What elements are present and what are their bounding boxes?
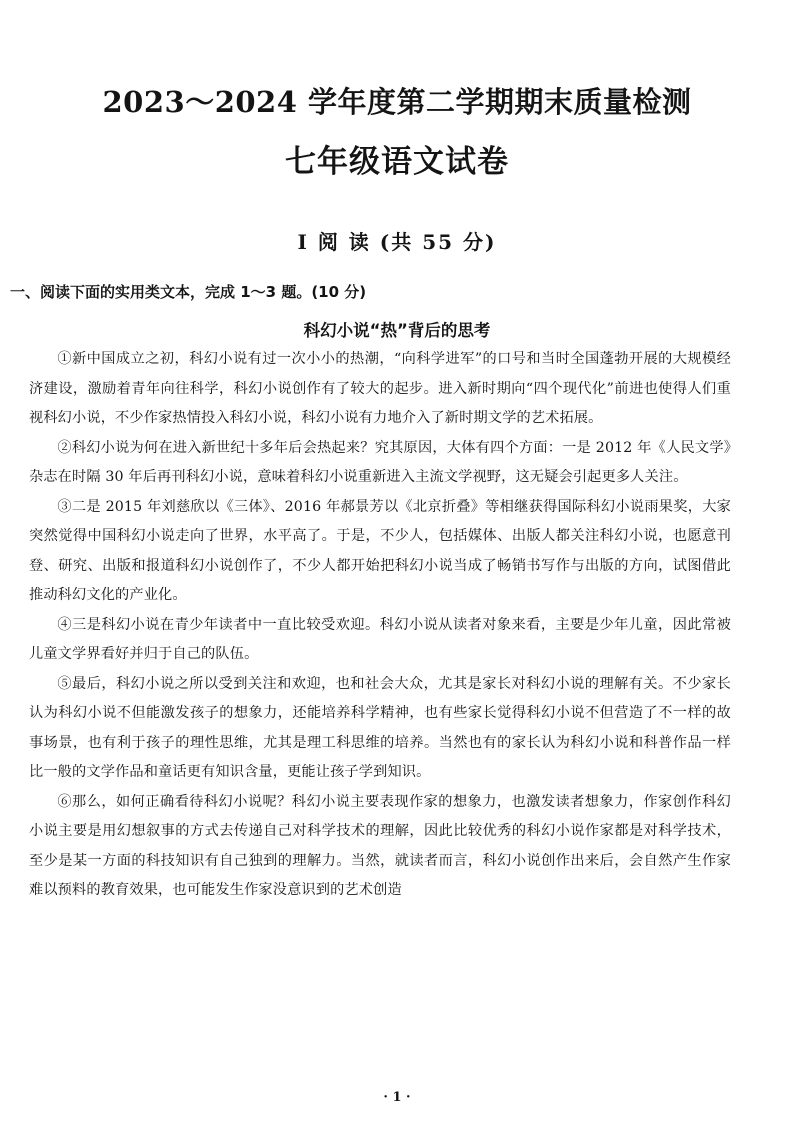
article-body [29,345,731,906]
paragraph-5: ⑤最后，科幻小说之所以受到关注和欢迎，也和社会大众，尤其是家长对科幻小说的理解有关。不少家长认为科幻小说不但能激发孩子的想象力，还能培养科学精神，也有些家长觉得科幻小说不但营造了不一样的故事场景，也有利于孩子的理性思维，尤其是理工科思维的培养。当然也有的家长认为科幻小说和科普作品一样比一般的文学作品和童话更有知识含量，更能让孩子学到知识。 [29,675,731,780]
exam-subtitle: 七年级语文试卷 [285,144,509,180]
paragraph-2: ②科幻小说为何在进入新世纪十多年后会热起来？究其原因，大体有四个方面：一是 2012 年《人民文学》杂志在时隔 30 年后再刊科幻小说，意味着科幻小说重新进入主流文学视野，这无疑会引起更多人关注。 [29,439,731,485]
section-heading: Ⅰ 阅 读 (共 55 分) [297,230,497,254]
paragraph-4: ④三是科幻小说在青少年读者中一直比较受欢迎。科幻小说从读者对象来看，主要是少年儿童，因此常被儿童文学界看好并归于自己的队伍。 [29,616,731,662]
paragraph-6: ⑥那么，如何正确看待科幻小说呢？科幻小说主要表现作家的想象力，也激发读者想象力，作家创作科幻小说主要是用幻想叙事的方式去传递自己对科学技术的理解，因此比较优秀的科幻小说作家都是对科学技术，至少是某一方面的科技知识有自己独到的理解力。当然，就读者而言，科幻小说创作出来后，会自然产生作家难以预料的教育效果，也可能发生作家没意识到的艺术创造 [29,793,731,898]
exam-title: 2023～2024 学年度第二学期期末质量检测 [102,85,692,119]
page-number: · 1 · [383,1090,411,1105]
article-title: 科幻小说“热”背后的思考 [303,321,491,340]
paragraph-3: ③二是 2015 年刘慈欣以《三体》、2016 年郝景芳以《北京折叠》等相继获得国际科幻小说雨果奖，大家突然觉得中国科幻小说走向了世界，水平高了。于是，不少人，包括媒体、出版人都关注科幻小说，也愿意刊登、研究、出版和报道科幻小说创作了，不少人都开始把科幻小说当成了畅销书写作与出版的方向，试图借此推动科幻文化的产业化。 [29,498,731,603]
question-instruction: 一、阅读下面的实用类文本，完成 1～3 题。(10 分) [10,283,367,301]
paragraph-1: ①新中国成立之初，科幻小说有过一次小小的热潮，“向科学进军”的口号和当时全国蓬勃开展的大规模经济建设，激励着青年向往科学，科幻小说创作有了较大的起步。进入新时期向“四个现代化”前进也使得人们重视科幻小说，不少作家热情投入科幻小说，科幻小说有力地介入了新时期文学的艺术拓展。 [29,351,731,426]
